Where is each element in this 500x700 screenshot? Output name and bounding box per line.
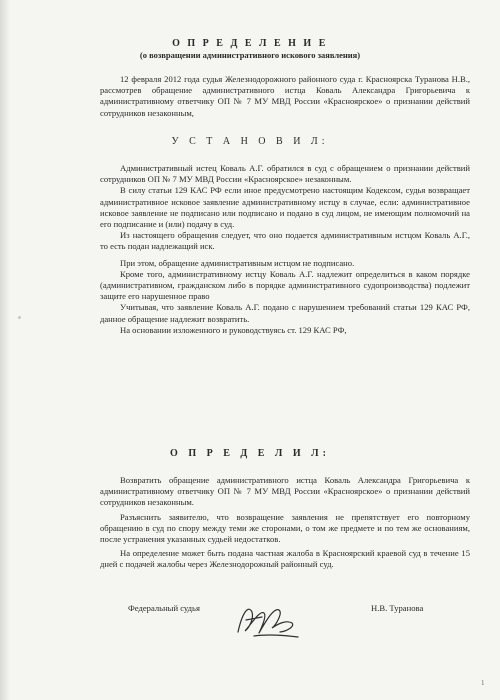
body-paragraph: Из настоящего обращения следует, что оно подается административным истцом Коваль А.Г., то есть подан надлежащий иск.	[100, 230, 470, 252]
decision-paragraph: Возвратить обращение административного истца Коваль Александра Григорьевича к административному ответчику ОП № 7 МУ МВД России «Красноярское» о признании действий сотрудников незаконным.	[100, 475, 470, 508]
intro-block	[100, 74, 470, 119]
body-paragraph: При этом, обращение административным истцом не подписано.	[120, 257, 355, 268]
body-paragraph: Кроме того, административному истцу Коваль А.Г. надлежит определиться в каком порядке (административном, гражданском либо в порядке административного судопроизводства) подлежит защите его нарушенное право	[100, 268, 470, 302]
punch-hole-mark	[18, 316, 21, 319]
body-block	[100, 163, 470, 336]
decision-paragraph: Разъяснить заявителю, что возвращение заявления не препятствует его повторному обращению в суд по спору между теми же сторонами, о том же предмете и по тем же основаниям, после устранения указанных судьей недостатков.	[100, 511, 470, 545]
judge-label: Федеральный судья	[128, 603, 200, 613]
heading-established: У С Т А Н О В И Л:	[171, 136, 329, 147]
page-number: 1	[481, 679, 485, 687]
decision-paragraph: На определение может быть подана частная жалоба в Красноярский краевой суд в течение 15 дней с подачей жалобы через Железнодорожный районный суд.	[100, 548, 470, 570]
document-subtitle: (о возвращении административного искового заявления)	[139, 50, 361, 60]
judge-name: Н.В. Туранова	[371, 603, 424, 613]
decision-block	[100, 475, 470, 571]
scan-edge-shadow	[0, 0, 10, 700]
handwritten-signature	[232, 592, 304, 644]
document-title: О П Р Е Д Е Л Е Н И Е	[172, 38, 328, 49]
body-paragraph: Административный истец Коваль А.Г. обратился в суд с обращением о признании действий сотрудников ОП № 7 МУ МВД России «Красноярское» незаконным.	[100, 163, 470, 185]
body-paragraph: На основании изложенного и руководствуясь ст. 129 КАС РФ,	[120, 324, 347, 335]
heading-decided: О П Р Е Д Е Л И Л:	[170, 448, 330, 459]
body-paragraph: В силу статьи 129 КАС РФ если иное предусмотрено настоящим Кодексом, судья возвращает административное исковое заявление административному истцу в случае, если: административное исковое заявление не подписано или подписано и подано в суд лицом, не имеющим полномочий на его подписание и (или) подачу в суд.	[100, 185, 470, 230]
body-paragraph: Учитывая, что заявление Коваль А.Г. подано с нарушением требований статьи 129 КАС РФ, данное обращение надлежит возвратить.	[100, 302, 470, 324]
intro-paragraph: 12 февраля 2012 года судья Железнодорожного районного суда г. Красноярска Туранова Н.В., рассмотрев обращение административного истца Коваль Александра Григорьевича к административному ответчику ОП № 7 МУ МВД России «Красноярское» о признании действий сотрудников незаконным,	[100, 74, 470, 118]
